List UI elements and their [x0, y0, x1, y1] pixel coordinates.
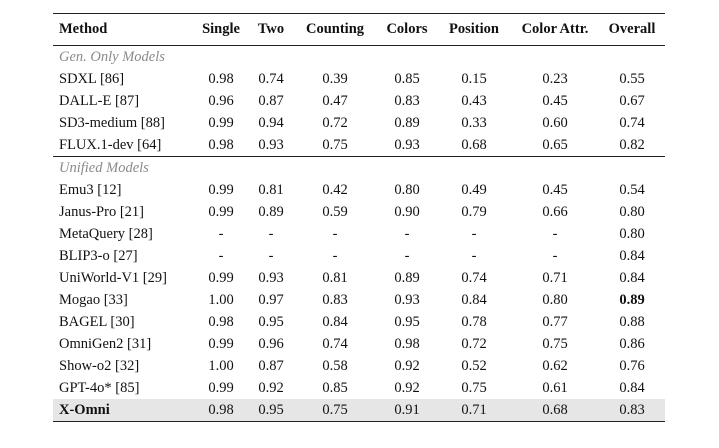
score-cell: 0.67 — [619, 92, 645, 109]
score-cell: 0.65 — [542, 136, 568, 153]
score-cell: 0.79 — [461, 203, 487, 220]
score-cell: 0.87 — [258, 357, 284, 374]
score-cell: - — [404, 225, 410, 242]
method-name-cell: Janus-Pro [21] — [59, 203, 144, 220]
table-row — [53, 311, 665, 333]
score-cell: 0.90 — [394, 203, 420, 220]
score-cell: 0.83 — [394, 92, 420, 109]
score-cell: 0.92 — [394, 357, 420, 374]
column-header-counting: Counting — [305, 21, 365, 37]
score-cell: 0.81 — [258, 181, 284, 198]
column-header-method: Method — [59, 21, 108, 37]
score-cell: - — [218, 225, 224, 242]
table-row — [53, 355, 665, 377]
score-cell: 0.95 — [394, 313, 420, 330]
score-cell: 0.93 — [258, 136, 284, 153]
method-name-cell: FLUX.1-dev [64] — [59, 136, 162, 153]
score-cell: - — [552, 247, 558, 264]
section-title: Gen. Only Models — [59, 48, 165, 65]
table-row — [53, 179, 665, 201]
table-row — [53, 289, 665, 311]
score-cell: 0.74 — [322, 335, 348, 352]
score-cell: 0.72 — [461, 335, 487, 352]
score-cell: 0.99 — [208, 335, 234, 352]
score-cell: 0.80 — [619, 225, 645, 242]
table-row — [53, 267, 665, 289]
method-name-cell: DALL-E [87] — [59, 92, 140, 109]
score-cell: 0.95 — [258, 313, 284, 330]
score-cell: 0.15 — [461, 70, 487, 87]
score-cell: 0.75 — [322, 136, 348, 153]
column-header-two: Two — [257, 21, 285, 37]
score-cell: 0.42 — [322, 181, 348, 198]
column-header-single: Single — [202, 21, 240, 37]
score-cell: 0.91 — [377, 399, 437, 422]
score-cell: 0.98 — [208, 313, 234, 330]
table-row — [53, 223, 665, 245]
score-cell: 0.23 — [542, 70, 568, 87]
score-cell: - — [552, 225, 558, 242]
method-name-cell: BAGEL [30] — [59, 313, 135, 330]
score-cell: 0.84 — [619, 247, 645, 264]
score-cell: 0.49 — [461, 181, 487, 198]
score-cell: 0.80 — [542, 291, 568, 308]
score-cell: 0.55 — [619, 70, 645, 87]
score-cell: 0.96 — [208, 92, 234, 109]
score-cell: 0.84 — [322, 313, 348, 330]
table-header-row — [53, 14, 665, 46]
method-name-cell: UniWorld-V1 [29] — [59, 269, 167, 286]
score-cell: 0.98 — [193, 399, 249, 422]
score-cell: 0.99 — [208, 203, 234, 220]
score-cell: 0.99 — [208, 269, 234, 286]
score-cell: 0.74 — [258, 70, 284, 87]
score-cell: 0.84 — [619, 379, 645, 396]
method-name-cell: X-Omni — [53, 399, 193, 422]
score-cell: 1.00 — [208, 291, 234, 308]
score-cell: 0.39 — [322, 70, 348, 87]
score-cell: 0.97 — [258, 291, 284, 308]
table-row — [53, 68, 665, 90]
table-row — [53, 90, 665, 112]
score-cell: 0.54 — [619, 181, 645, 198]
score-cell: 0.83 — [322, 291, 348, 308]
table-row — [53, 245, 665, 267]
score-cell: 0.47 — [322, 92, 348, 109]
score-cell: 0.75 — [542, 335, 568, 352]
score-cell: 0.59 — [322, 203, 348, 220]
method-name-cell: SD3-medium [88] — [59, 114, 165, 131]
score-cell: 0.71 — [542, 269, 568, 286]
score-cell: 0.45 — [542, 92, 568, 109]
score-cell: 0.89 — [619, 291, 645, 308]
table-row — [53, 201, 665, 223]
score-cell: 0.99 — [208, 114, 234, 131]
results-table-container — [53, 13, 665, 422]
score-cell: 0.75 — [293, 399, 377, 422]
score-cell: 0.88 — [619, 313, 645, 330]
method-name-cell: Mogao [33] — [59, 291, 128, 308]
table-row — [53, 377, 665, 399]
score-cell: 0.80 — [394, 181, 420, 198]
score-cell: 0.89 — [394, 114, 420, 131]
method-name-cell: MetaQuery [28] — [59, 225, 153, 242]
section-header-row — [53, 46, 665, 69]
score-cell: 0.81 — [322, 269, 348, 286]
table-body — [53, 46, 665, 422]
score-cell: 1.00 — [208, 357, 234, 374]
score-cell: 0.43 — [461, 92, 487, 109]
score-cell: 0.84 — [619, 269, 645, 286]
score-cell: 0.93 — [394, 136, 420, 153]
method-name-cell: Emu3 [12] — [59, 181, 122, 198]
score-cell: 0.98 — [208, 136, 234, 153]
score-cell: 0.87 — [258, 92, 284, 109]
score-cell: - — [332, 225, 338, 242]
results-table — [53, 13, 665, 422]
method-name-cell: OmniGen2 [31] — [59, 335, 152, 352]
method-name-cell: GPT-4o* [85] — [59, 379, 140, 396]
score-cell: 0.92 — [258, 379, 284, 396]
score-cell: 0.98 — [208, 70, 234, 87]
score-cell: - — [332, 247, 338, 264]
score-cell: 0.58 — [322, 357, 348, 374]
section-header-row — [53, 157, 665, 180]
score-cell: 0.60 — [542, 114, 568, 131]
score-cell: 0.85 — [394, 70, 420, 87]
score-cell: 0.76 — [619, 357, 645, 374]
score-cell: 0.66 — [542, 203, 568, 220]
score-cell: 0.52 — [461, 357, 487, 374]
score-cell: 0.93 — [394, 291, 420, 308]
score-cell: - — [471, 225, 477, 242]
score-cell: 0.78 — [461, 313, 487, 330]
score-cell: 0.62 — [542, 357, 568, 374]
score-cell: - — [218, 247, 224, 264]
score-cell: 0.45 — [542, 181, 568, 198]
highlight-row-x-omni — [53, 399, 665, 422]
score-cell: 0.85 — [322, 379, 348, 396]
column-header-overall: Overall — [608, 21, 656, 37]
column-header-position: Position — [449, 21, 499, 37]
score-cell: 0.68 — [511, 399, 599, 422]
score-cell: - — [404, 247, 410, 264]
score-cell: 0.83 — [599, 399, 665, 422]
score-cell: 0.96 — [258, 335, 284, 352]
score-cell: 0.99 — [208, 181, 234, 198]
section-title: Unified Models — [53, 157, 665, 180]
method-name-cell: SDXL [86] — [59, 70, 125, 87]
score-cell: 0.74 — [619, 114, 645, 131]
score-cell: 0.80 — [619, 203, 645, 220]
score-cell: 0.98 — [394, 335, 420, 352]
score-cell: 0.86 — [619, 335, 645, 352]
score-cell: 0.74 — [461, 269, 487, 286]
score-cell: 0.89 — [394, 269, 420, 286]
score-cell: - — [471, 247, 477, 264]
score-cell: 0.75 — [461, 379, 487, 396]
score-cell: 0.82 — [619, 136, 645, 153]
column-header-colors: Colors — [386, 21, 428, 37]
score-cell: 0.93 — [258, 269, 284, 286]
score-cell: 0.61 — [542, 379, 568, 396]
score-cell: 0.89 — [258, 203, 284, 220]
method-name-cell: Show-o2 [32] — [59, 357, 140, 374]
method-name-cell: BLIP3-o [27] — [59, 247, 138, 264]
score-cell: - — [268, 225, 274, 242]
score-cell: 0.84 — [461, 291, 487, 308]
score-cell: 0.94 — [258, 114, 284, 131]
table-row — [53, 112, 665, 134]
table-row — [53, 134, 665, 157]
score-cell: 0.71 — [437, 399, 511, 422]
score-cell: 0.95 — [249, 399, 293, 422]
score-cell: - — [268, 247, 274, 264]
table-row — [53, 333, 665, 355]
score-cell: 0.33 — [461, 114, 487, 131]
score-cell: 0.77 — [542, 313, 568, 330]
score-cell: 0.99 — [208, 379, 234, 396]
score-cell: 0.92 — [394, 379, 420, 396]
score-cell: 0.68 — [461, 136, 487, 153]
score-cell: 0.72 — [322, 114, 348, 131]
column-header-color-attr: Color Attr. — [521, 21, 589, 37]
